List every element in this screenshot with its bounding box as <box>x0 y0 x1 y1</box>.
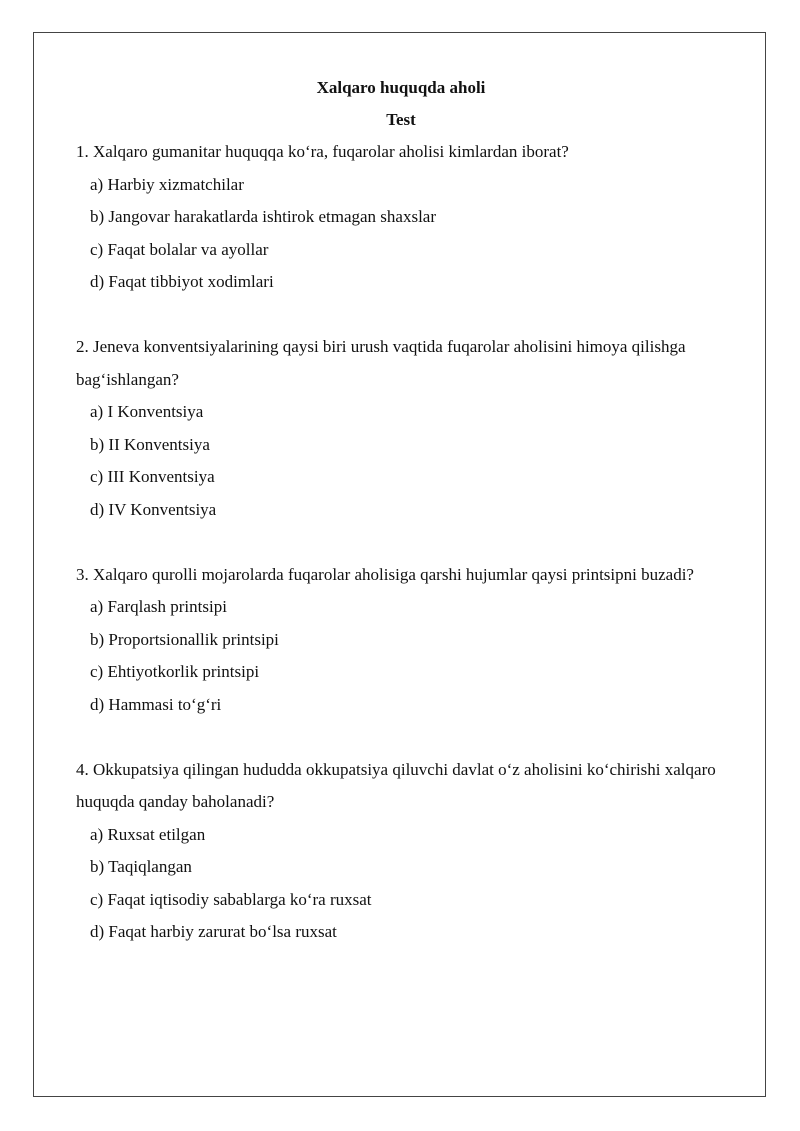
answer-option: a) Ruxsat etilgan <box>90 824 206 844</box>
question-text: 2. Jeneva konventsiyalarining qaysi biri urush vaqtida fuqarolar aholisini himoya qilishga bag‘ishlangan? <box>76 337 686 389</box>
document-title: Xalqaro huquqda aholi <box>316 78 486 97</box>
answer-option: d) Faqat tibbiyot xodimlari <box>90 272 274 291</box>
answer-option: c) Faqat bolalar va ayollar <box>90 239 269 259</box>
spacer <box>76 526 726 559</box>
answer-option: a) Farqlash printsipi <box>90 597 227 616</box>
question-2 <box>76 331 726 526</box>
question-4 <box>76 754 726 949</box>
answer-option: a) I Konventsiya <box>90 402 204 421</box>
question-text: 1. Xalqaro gumanitar huquqqa ko‘ra, fuqarolar aholisi kimlardan iborat? <box>76 142 569 161</box>
document-subtitle: Test <box>386 110 416 129</box>
answer-option: b) Proportsionallik printsipi <box>90 629 279 649</box>
question-3 <box>76 559 726 722</box>
answer-option: b) II Konventsiya <box>90 434 210 454</box>
answer-option: c) Ehtiyotkorlik printsipi <box>90 662 260 681</box>
question-text: 4. Okkupatsiya qilingan hududda okkupatsiya qiluvchi davlat o‘z aholisini ko‘chirishi xalqaro huquqda qanday baholanadi? <box>76 759 716 811</box>
answer-option: b) Jangovar harakatlarda ishtirok etmagan shaxslar <box>90 207 437 226</box>
answer-option: b) Taqiqlangan <box>90 857 192 876</box>
spacer <box>76 299 726 332</box>
question-1 <box>76 136 726 299</box>
answer-option: c) Faqat iqtisodiy sabablarga ko‘ra ruxsat <box>90 889 372 909</box>
answer-option: d) Hammasi to‘g‘ri <box>90 694 222 714</box>
document-body <box>76 72 726 949</box>
spacer <box>76 721 726 754</box>
question-text: 3. Xalqaro qurolli mojarolarda fuqarolar aholisiga qarshi hujumlar qaysi printsipni buzadi? <box>76 564 694 584</box>
answer-option: c) III Konventsiya <box>90 467 215 486</box>
answer-option: a) Harbiy xizmatchilar <box>90 174 244 194</box>
answer-option: d) IV Konventsiya <box>90 499 217 519</box>
answer-option: d) Faqat harbiy zarurat bo‘lsa ruxsat <box>90 922 337 941</box>
